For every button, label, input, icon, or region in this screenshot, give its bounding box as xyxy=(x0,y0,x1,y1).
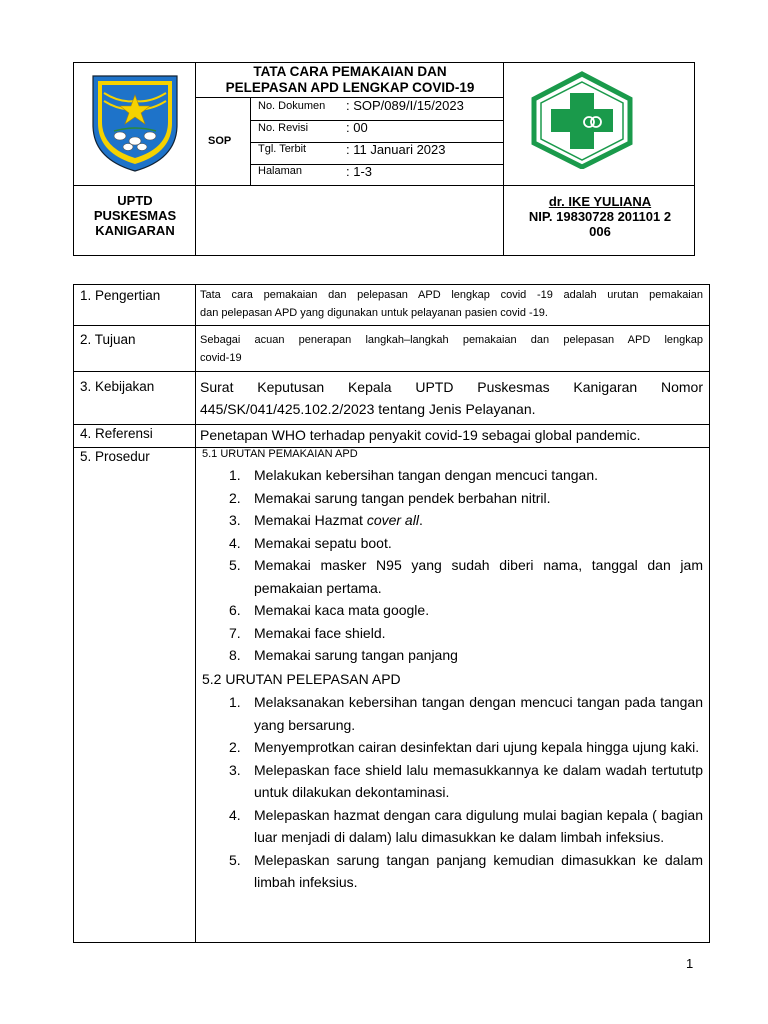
list-item xyxy=(206,554,703,599)
label-kebijakan: 3. Kebijakan xyxy=(80,379,155,394)
list-item xyxy=(206,736,703,759)
step-text xyxy=(254,509,703,532)
step-text-main: Memakai Hazmat xyxy=(254,512,367,528)
health-cross-logo-icon xyxy=(529,71,635,169)
grid-line xyxy=(74,325,709,326)
signer-nip-line-2: 006 xyxy=(589,224,611,239)
list-item xyxy=(206,532,703,555)
list-item xyxy=(206,487,703,510)
title-line-2: PELEPASAN APD LENGKAP COVID-19 xyxy=(225,80,475,95)
step-number: 4. xyxy=(229,534,241,551)
list-item xyxy=(206,691,703,736)
pemakaian-steps-list xyxy=(206,464,703,667)
meta-label-dokumen: No. Dokumen xyxy=(258,100,326,112)
meta-label-revisi: No. Revisi xyxy=(258,122,309,134)
step-number: 3. xyxy=(229,761,241,778)
step-number: 7. xyxy=(229,624,241,641)
kebijakan-line-1: Surat Keputusan Kepala UPTD Puskesmas Kanigaran Nomor xyxy=(200,379,703,395)
list-item xyxy=(206,804,703,849)
organization-name xyxy=(74,193,196,238)
step-text: Melepaskan hazmat dengan cara digulung mulai bagian kepala ( bagian luar menjadi di dalam) lalu dimasukkan ke dalam limbah infeksius. xyxy=(254,806,703,845)
meta-value-halaman: : 1-3 xyxy=(346,164,373,179)
meta-value-dokumen: : SOP/089/I/15/2023 xyxy=(346,98,464,113)
sop-label: SOP xyxy=(208,135,232,147)
pengertian-line-1: Tata cara pemakaian dan pelepasan APD lengkap covid -19 adalah urutan pemakaian xyxy=(200,289,703,301)
org-line-3: KANIGARAN xyxy=(95,223,175,238)
grid-line xyxy=(74,185,695,186)
step-number: 3. xyxy=(229,512,241,528)
subsection-pemakaian-title: 5.1 URUTAN PEMAKAIAN APD xyxy=(202,448,358,460)
referensi-text: Penetapan WHO terhadap penyakit covid-19 sebagai global pandemic. xyxy=(200,427,641,443)
subsection-pelepasan-title: 5.2 URUTAN PELEPASAN APD xyxy=(202,671,401,687)
step-text-italic: cover all xyxy=(366,512,419,528)
meta-label-terbit: Tgl. Terbit xyxy=(258,143,307,155)
step-number: 1. xyxy=(229,694,241,710)
step-number: 5. xyxy=(229,557,241,573)
shield-emblem-icon xyxy=(90,73,180,173)
step-text: Memakai face shield. xyxy=(254,624,386,641)
step-text: Memakai sepatu boot. xyxy=(254,534,392,551)
pelepasan-steps-list xyxy=(206,691,703,894)
meta-value-terbit: : 11 Januari 2023 xyxy=(346,142,446,157)
step-number: 5. xyxy=(229,851,241,868)
grid-line xyxy=(195,285,196,942)
step-text: Menyemprotkan cairan desinfektan dari ujung kepala hingga ujung kaki. xyxy=(254,739,700,755)
title-line-1: TATA CARA PEMAKAIAN DAN xyxy=(253,64,447,79)
step-text: Melepaskan face shield lalu memasukkannya ke dalam wadah tertututp untuk dilakukan dekontaminasi. xyxy=(254,761,703,800)
step-text: Memakai sarung tangan pendek berbahan nitril. xyxy=(254,489,551,506)
step-number: 6. xyxy=(229,602,241,618)
document-title xyxy=(196,63,504,96)
step-text: Memakai kaca mata google. xyxy=(254,602,430,618)
page-number: 1 xyxy=(686,956,694,971)
meta-label-halaman: Halaman xyxy=(258,165,303,177)
grid-line xyxy=(74,447,709,448)
org-line-1: UPTD xyxy=(117,193,153,208)
step-number: 2. xyxy=(229,739,241,755)
label-referensi: 4. Referensi xyxy=(80,426,153,441)
list-item xyxy=(206,759,703,804)
header-table xyxy=(73,62,695,256)
procedure-table xyxy=(73,284,710,943)
signer-nip-line-1: NIP. 19830728 201101 2 xyxy=(528,209,672,224)
signer-block xyxy=(504,194,696,239)
signer-name: dr. IKE YULIANA xyxy=(548,194,652,209)
tujuan-line-1: Sebagai acuan penerapan langkah–langkah pemakaian dan pelepasan APD lengkap xyxy=(200,334,703,346)
tujuan-line-2: covid-19 xyxy=(200,352,242,364)
list-item xyxy=(206,622,703,645)
org-line-2: PUSKESMAS xyxy=(93,208,177,223)
pengertian-line-2: dan pelepasan APD yang digunakan untuk pelayanan pasien covid -19. xyxy=(200,307,548,319)
list-item xyxy=(206,599,703,622)
label-tujuan: 2. Tujuan xyxy=(80,332,136,347)
step-text: Melaksanakan kebersihan tangan dengan mencuci tangan pada tangan yang bersarung. xyxy=(254,694,703,733)
step-number: 2. xyxy=(229,489,241,506)
step-text-after: . xyxy=(418,512,423,528)
step-number: 1. xyxy=(229,467,241,483)
step-text: Melakukan kebersihan tangan dengan mencuci tangan. xyxy=(254,467,599,483)
list-item xyxy=(206,509,703,532)
step-text: Melepaskan sarung tangan panjang kemudian dimasukkan ke dalam limbah infeksius. xyxy=(254,851,703,890)
label-pengertian: 1. Pengertian xyxy=(80,288,161,303)
list-item xyxy=(206,644,703,667)
grid-line xyxy=(74,371,709,372)
kebijakan-line-2: 445/SK/041/425.102.2/2023 tentang Jenis Pelayanan. xyxy=(200,401,536,417)
step-text: Memakai masker N95 yang sudah diberi nama, tanggal dan jam pemakaian pertama. xyxy=(254,557,703,596)
step-text: Memakai sarung tangan panjang xyxy=(254,647,458,663)
list-item xyxy=(206,464,703,487)
meta-value-revisi: : 00 xyxy=(346,120,368,135)
list-item xyxy=(206,849,703,894)
step-number: 4. xyxy=(229,806,241,823)
step-number: 8. xyxy=(229,647,241,663)
label-prosedur: 5. Prosedur xyxy=(80,449,150,464)
